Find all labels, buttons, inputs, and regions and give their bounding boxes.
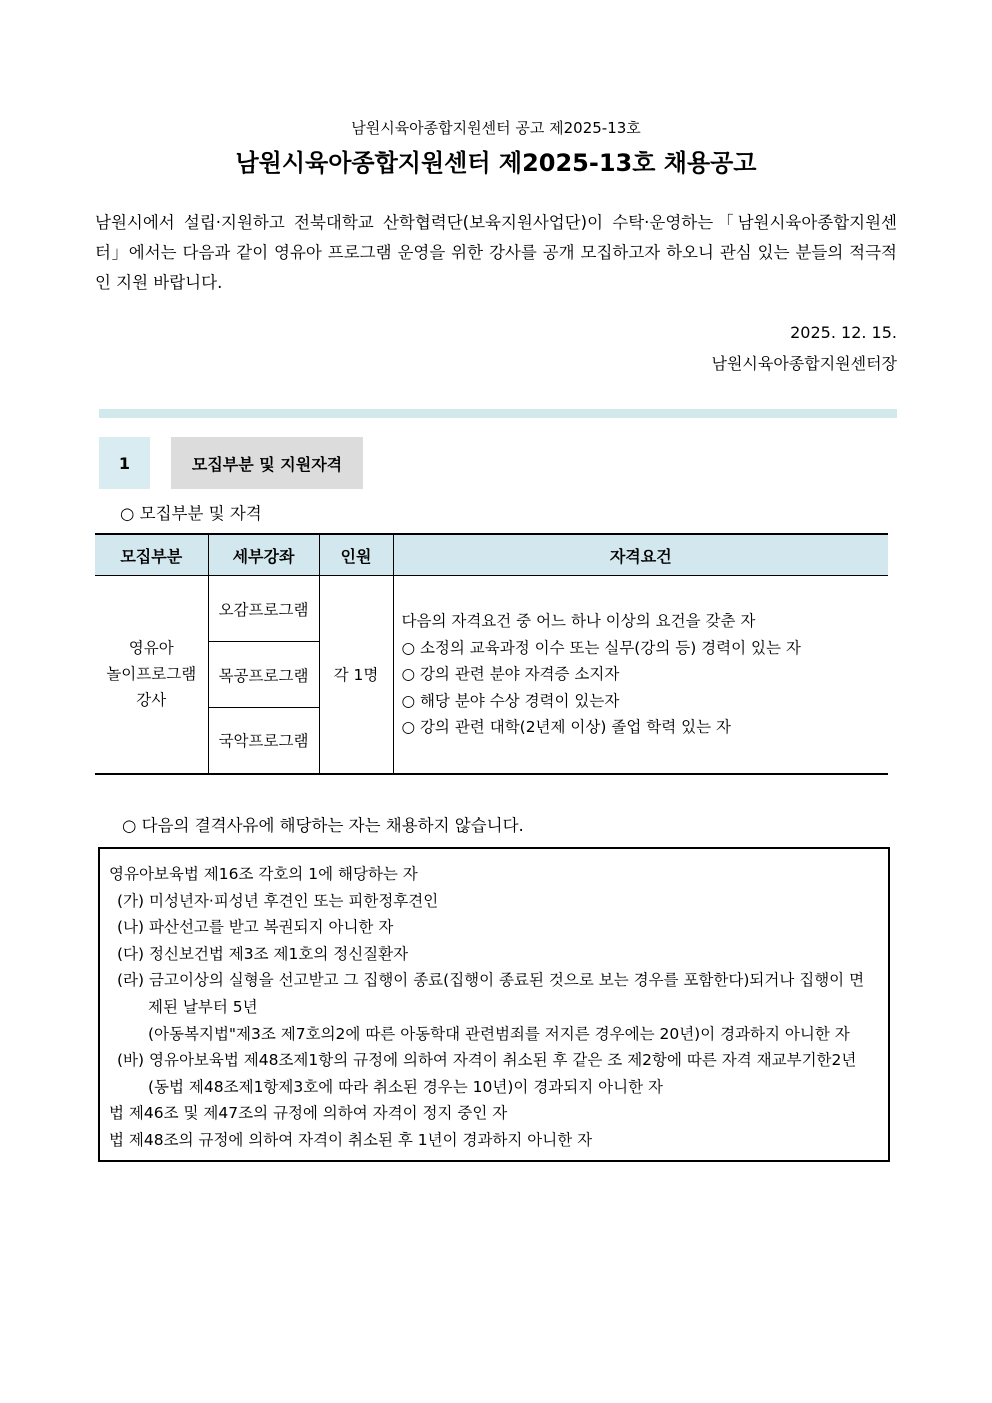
notice-number: 남원시육아종합지원센터 공고 제2025-13호 xyxy=(351,119,641,137)
divider-bar xyxy=(99,409,897,418)
notice-date: 2025. 12. 15. xyxy=(790,323,897,342)
disqualify-line: 제된 날부터 5년 xyxy=(148,997,258,1016)
intro-paragraph: 남원시에서 설립·지원하고 전북대학교 산학협력단(보육지원사업단)이 수탁·운영하는「남원시육아종합지원센터」에서는 다음과 같이 영유아 프로그램 운영을 위한 강사를 공개 모집하고자 하오니 관심 있는 분들의 적극적인 지원 바랍니다. xyxy=(95,213,897,292)
section-number: 1 xyxy=(99,437,150,489)
disqualify-line: 영유아보육법 제16조 각호의 1에 해당하는 자 xyxy=(109,865,418,883)
course-cell: 목공프로그램 xyxy=(208,642,319,708)
recruit-table xyxy=(95,533,888,775)
qualification-line: ○ 해당 분야 수상 경력이 있는자 xyxy=(401,691,620,710)
table-header-cell: 자격요건 xyxy=(393,534,888,576)
course-cell: 오감프로그램 xyxy=(208,576,319,642)
table-header-cell: 세부강좌 xyxy=(208,534,319,576)
qualification-line: ○ 강의 관련 대학(2년제 이상) 졸업 학력 있는 자 xyxy=(401,718,731,736)
course-cell: 국악프로그램 xyxy=(208,708,319,774)
category-line: 놀이프로그램 xyxy=(106,665,197,684)
disqualify-box xyxy=(98,847,890,1162)
table-header-row xyxy=(95,534,888,576)
category-line: 강사 xyxy=(136,691,167,710)
count-cell: 각 1명 xyxy=(319,576,393,774)
qualification-line: ○ 강의 관련 분야 자격증 소지자 xyxy=(401,665,620,683)
qualification-line: 다음의 자격요건 중 어느 하나 이상의 요건을 갖춘 자 xyxy=(401,612,756,630)
disqualify-line: (다) 정신보건법 제3조 제1호의 정신질환자 xyxy=(117,944,409,963)
disqualify-line: (나) 파산선고를 받고 복권되지 아니한 자 xyxy=(117,918,394,937)
issuer-name: 남원시육아종합지원센터장 xyxy=(711,354,897,373)
qualification-line: ○ 소정의 교육과정 이수 또는 실무(강의 등) 경력이 있는 자 xyxy=(401,638,801,657)
disqualify-line: 법 제48조의 규정에 의하여 자격이 취소된 후 1년이 경과하지 아니한 자 xyxy=(109,1130,593,1149)
category-cell xyxy=(95,576,208,774)
disqualify-line: (라) 금고이상의 실형을 선고받고 그 집행이 종료(집행이 종료된 것으로 보는 경우를 포함한다)되거나 집행이 면 xyxy=(117,971,865,990)
table-header-cell: 모집부분 xyxy=(95,534,208,576)
section-title: 모집부분 및 지원자격 xyxy=(171,437,363,489)
disqualify-line: 법 제46조 및 제47조의 규정에 의하여 자격이 정지 중인 자 xyxy=(109,1104,508,1123)
section-bullet: ○ 모집부분 및 자격 xyxy=(120,504,262,523)
table-header-cell: 인원 xyxy=(319,534,393,576)
disqualify-line: (가) 미성년자·피성년 후견인 또는 피한정후견인 xyxy=(117,891,439,910)
page-title: 남원시육아종합지원센터 제2025-13호 채용공고 xyxy=(235,149,757,177)
disqualify-line: (바) 영유아보육법 제48조제1항의 규정에 의하여 자격이 취소된 후 같은 조 제2항에 따른 자격 재교부기한2년 xyxy=(117,1051,857,1070)
table-row xyxy=(95,576,888,642)
disqualify-line: (아동복지법"제3조 제7호의2에 따른 아동학대 관련범죄를 저지른 경우에는 20년)이 경과하지 아니한 자 xyxy=(148,1024,850,1043)
category-line: 영유아 xyxy=(128,639,174,658)
qualifications-cell xyxy=(393,576,888,774)
disqualify-bullet: ○ 다음의 결격사유에 해당하는 자는 채용하지 않습니다. xyxy=(122,816,524,835)
disqualify-line: (동법 제48조제1항제3호에 따라 취소된 경우는 10년)이 경과되지 아니한 자 xyxy=(148,1077,663,1096)
